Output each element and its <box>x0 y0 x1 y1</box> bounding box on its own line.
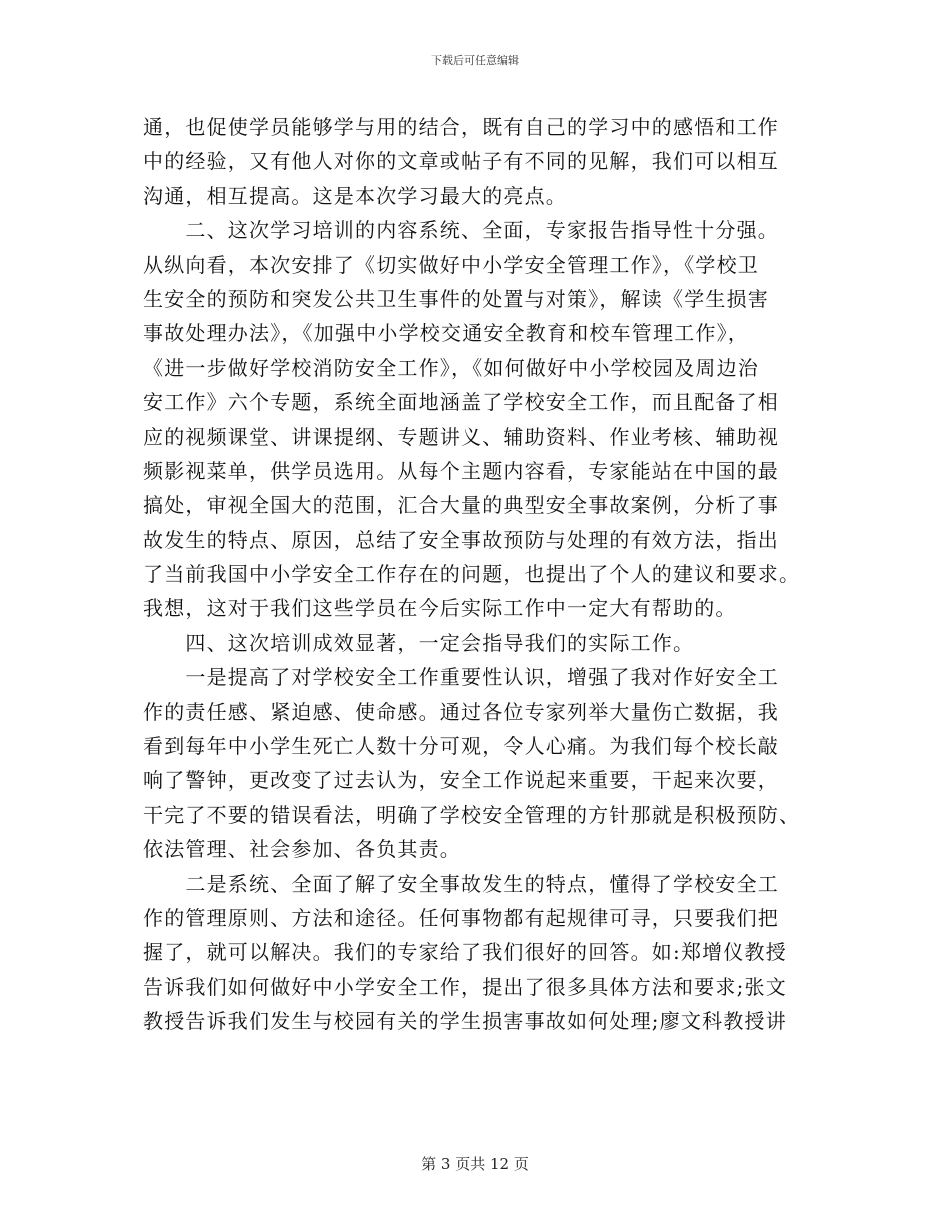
page-number: 第 3 页共 12 页 <box>421 1155 529 1173</box>
text-line: 应的视频课堂、讲课提纲、专题讲义、辅助资料、作业考核、辅助视 <box>143 424 779 449</box>
text-line: 频影视菜单，供学员选用。从每个主题内容看，专家能站在中国的最 <box>143 458 779 483</box>
text-line: 二、这次学习培训的内容系统、全面，专家报告指导性十分强。 <box>143 218 779 243</box>
document-body <box>143 110 807 1039</box>
text-line: 四、这次培训成效显著，一定会指导我们的实际工作。 <box>143 630 695 655</box>
text-line: 从纵向看，本次安排了《切实做好中小学安全管理工作》，《学校卫 <box>143 252 759 277</box>
text-line: 依法管理、社会参加、各负其责。 <box>143 837 461 862</box>
text-line: 了当前我国中小学安全工作存在的问题，也提出了个人的建议和要求。 <box>143 562 801 587</box>
body-text <box>143 110 807 1039</box>
text-line: 生安全的预防和突发公共卫生事件的处置与对策》，解读《学生损害 <box>143 286 769 311</box>
text-line: 二是系统、全面了解了安全事故发生的特点，懂得了学校安全工 <box>143 871 779 896</box>
text-line: 通，也促使学员能够学与用的结合，既有自己的学习中的感悟和工作 <box>143 115 779 139</box>
text-line: 干完了不要的错误看法，明确了学校安全管理的方针那就是积极预防、 <box>143 802 801 827</box>
text-line: 搞处，审视全国大的范围，汇合大量的典型安全事故案例，分析了事 <box>143 493 779 518</box>
text-line: 沟通，相互提高。这是本次学习最大的亮点。 <box>143 183 567 208</box>
text-line: 中的经验，又有他人对你的文章或帖子有不同的见解，我们可以相互 <box>143 149 779 174</box>
text-line: 《进一步做好学校消防安全工作》，《如何做好中小学校园及周边治 <box>143 355 759 380</box>
text-line: 告诉我们如何做好中小学安全工作，提出了很多具体方法和要求;张文 <box>143 974 787 999</box>
text-line: 看到每年中小学生死亡人数十分可观，令人心痛。为我们每个校长敲 <box>143 734 779 759</box>
text-line: 作的责任感、紧迫感、使命感。通过各位专家列举大量伤亡数据，我 <box>143 699 779 724</box>
text-line: 故发生的特点、原因，总结了安全事故预防与处理的有效方法，指出 <box>143 527 779 552</box>
text-line: 教授告诉我们发生与校园有关的学生损害事故如何处理;廖文科教授讲 <box>143 1009 787 1034</box>
text-line: 我想，这对于我们这些学员在今后实际工作中一定大有帮助的。 <box>143 596 737 621</box>
text-line: 响了警钟，更改变了过去认为，安全工作说起来重要，干起来次要， <box>143 768 779 793</box>
text-line: 一是提高了对学校安全工作重要性认识，增强了我对作好安全工 <box>143 665 779 690</box>
text-line: 事故处理办法》，《加强中小学校交通安全教育和校车管理工作》， <box>143 321 749 346</box>
text-line: 握了，就可以解决。我们的专家给了我们很好的回答。如:郑增仪教授 <box>143 940 787 965</box>
text-line: 安工作》六个专题，系统全面地涵盖了学校安全工作，而且配备了相 <box>143 390 779 415</box>
page-header: 下载后可任意编辑 <box>431 54 519 67</box>
text-line: 作的管理原则、方法和途径。任何事物都有起规律可寻，只要我们把 <box>143 905 779 930</box>
